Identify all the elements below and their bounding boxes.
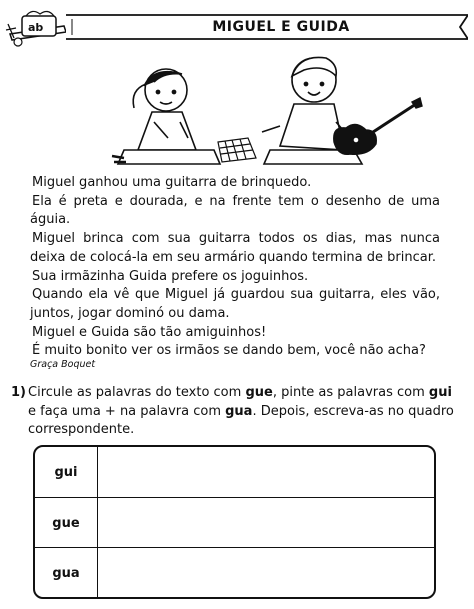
table-row bbox=[35, 497, 434, 548]
airplane-logo-icon bbox=[4, 6, 74, 50]
answer-cell[interactable] bbox=[99, 548, 434, 598]
keyword-gua: gua bbox=[225, 403, 253, 419]
question-number: 1) bbox=[11, 385, 26, 400]
children-playing-illustration bbox=[94, 46, 424, 180]
story-paragraph: Sua irmãzinha Guida prefere os joguinhos. bbox=[32, 268, 309, 284]
exercise-question bbox=[11, 384, 456, 440]
table-row bbox=[35, 447, 434, 497]
row-label: gui bbox=[35, 447, 98, 497]
story-paragraph: Ela é preta e dourada, e na frente tem o desenho de uma águia. bbox=[30, 193, 440, 228]
story-paragraph: Quando ela vê que Miguel já guardou sua guitarra, eles vão, juntos, jogar dominó ou dama. bbox=[30, 287, 440, 321]
keyword-gue: gue bbox=[245, 385, 273, 400]
page-title: MIGUEL E GUIDA bbox=[212, 19, 350, 35]
story-paragraph: Miguel e Guida são tão amiguinhos! bbox=[32, 324, 267, 340]
story-paragraph: É muito bonito ver os irmãos se dando bem, você não acha? bbox=[32, 343, 426, 359]
story-paragraph: Miguel brinca com sua guitarra todos os dias, mas nunca deixa de colocá-la em seu armário quando termina de brincar. bbox=[30, 231, 440, 265]
answer-cell[interactable] bbox=[99, 498, 434, 548]
keyword-gui: gui bbox=[428, 385, 452, 400]
story-author: Graça Boquet bbox=[30, 359, 96, 370]
answer-cell[interactable] bbox=[99, 447, 434, 497]
story-paragraph: Miguel ganhou uma guitarra de brinquedo. bbox=[32, 175, 312, 190]
question-text: Circule as palavras do texto com gue, pinte as palavras com gui e faça uma + na palavra com gua. Depois, escreva-as no quadro correspondente. bbox=[28, 385, 454, 438]
table-row bbox=[35, 547, 434, 598]
svg-text:ab: ab bbox=[28, 21, 44, 34]
answer-table bbox=[33, 445, 436, 599]
row-label: gua bbox=[35, 548, 98, 598]
row-label: gue bbox=[35, 498, 98, 548]
story-text bbox=[30, 174, 440, 361]
